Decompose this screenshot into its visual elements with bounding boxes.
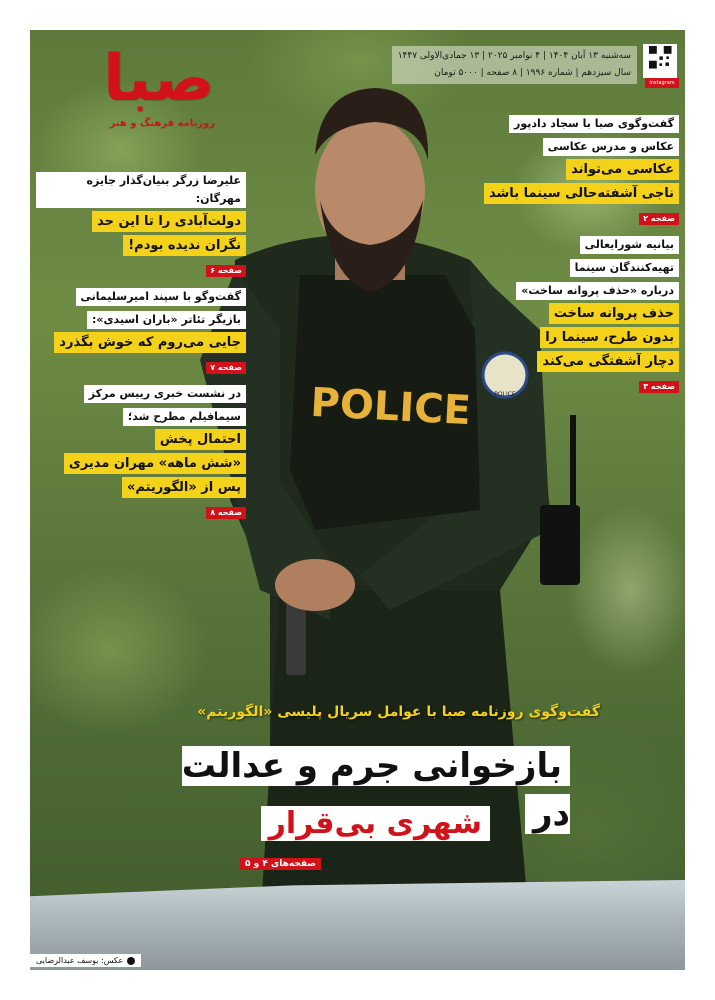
page-ref: صفحه ۷ [206,362,246,374]
teaser-lead: تهیه‌کنندگان سینما [570,259,679,277]
main-story-title-2[interactable] [240,802,490,846]
teaser-lead: بیانیه شورایعالی [580,236,679,254]
right-teaser-column [479,112,679,401]
teaser-headline: دچار آشفتگی می‌کند [537,351,679,372]
teaser-lead: بازیگر تئاتر «باران اسیدی»: [87,311,246,329]
radio [540,505,580,585]
camera-icon [127,957,135,965]
badge-label: POLICE [494,391,516,398]
logo-subtitle: روزنامه فرهنگ و هنر [109,118,215,129]
teaser-lead: علیرضا زرگر بنیان‌گذار جایزه مهرگان: [36,172,246,208]
teaser-producers-statement[interactable] [479,233,679,401]
main-title-line1: بازخوانی جرم و عدالت در [181,746,570,834]
teaser-headline: «شش ماهه» مهران مدیری [64,453,246,474]
photo-credit-text: عکس: یوسف عبدالرضایی [36,956,124,965]
teaser-headline: حذف پروانه ساخت [549,303,679,324]
photo-credit [30,954,141,967]
teaser-headline: عکاسی می‌تواند [566,159,679,180]
teaser-simafilm[interactable] [36,382,246,527]
masthead-logo [45,44,215,136]
main-title-line2: شهری بی‌قرار [261,806,490,841]
teaser-lead: گفت‌وگوی صبا با سجاد دادپور [509,115,679,133]
newspaper-front-page [30,30,685,970]
teaser-headline: دولت‌آبادی را تا این حد [92,211,246,232]
logo-wordmark: صبا [103,42,215,116]
officer-hands [275,559,355,611]
teaser-lead: عکاس و مدرس عکاسی [543,138,679,156]
main-story-page-ref: صفحه‌های ۴ و ۵ [240,858,321,870]
radio-antenna [570,415,576,510]
teaser-headline: جایی می‌روم که خوش بگذرد [54,332,246,353]
teaser-lead: درباره «حذف پروانه ساخت» [516,282,679,300]
date-line: سه‌شنبه ۱۳ آبان ۱۴۰۴ | ۴ نوامبر ۲۰۲۵ | ۱۳ جمادی‌الاولی ۱۴۴۷ [397,51,631,61]
page-ref: صفحه ۲ [639,213,679,225]
main-story-kicker: گفت‌وگوی روزنامه صبا با عوامل سریال پلیسی «الگوریتم» [197,704,600,720]
teaser-headline: نگران ندیده بودم! [123,235,246,256]
teaser-zargar[interactable] [36,172,246,285]
issue-line: سال سیزدهم | شماره ۱۹۹۶ | ۸ صفحه | ۵۰۰۰ تومان [434,68,631,78]
dateline [392,46,637,84]
teaser-lead: گفت‌وگو با سپند امیرسلیمانی [76,288,246,306]
teaser-amirsoleimani[interactable] [36,285,246,382]
page-ref: صفحه ۸ [206,507,246,519]
teaser-headline: احتمال پخش [155,429,246,450]
teaser-sajjad-dadpour[interactable] [479,112,679,233]
teaser-headline: بدون طرح، سینما را [540,327,679,348]
teaser-headline: پس از «الگوریتم» [122,477,246,498]
page-ref: صفحه ۳ [639,381,679,393]
teaser-lead: در نشست خبری رییس مرکز [84,385,246,403]
vest-label: POLICE [309,379,472,435]
page-ref: صفحه ۶ [206,265,246,277]
teaser-headline: ناجی آشفته‌حالی سینما باشد [484,183,679,204]
left-teaser-column [36,172,246,527]
qr-caption: instagram [645,78,679,88]
teaser-lead: سیمافیلم مطرح شد؛ [123,408,246,426]
qr-code-icon [643,44,677,78]
